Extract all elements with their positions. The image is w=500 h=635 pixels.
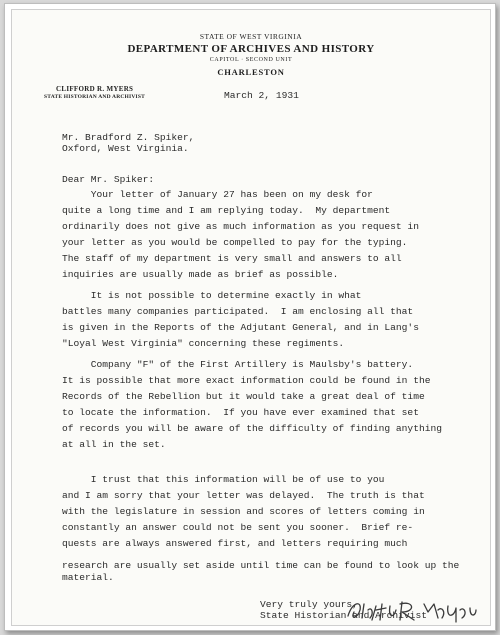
body-line: The staff of my department is very small and answers to all bbox=[62, 253, 402, 264]
body-line: ordinarily does not give as much information as you request in bbox=[62, 221, 419, 232]
body-line: I trust that this information will be of use to you bbox=[62, 474, 385, 485]
body-line: It is not possible to determine exactly in what bbox=[62, 290, 362, 301]
body-line: research are usually set aside until time can be found to look up the bbox=[62, 560, 460, 571]
sender-name: CLIFFORD R. MYERS bbox=[56, 85, 134, 93]
body-line: to locate the information. If you have ever examined that set bbox=[62, 407, 419, 418]
body-line: is given in the Reports of the Adjutant General, and in Lang's bbox=[62, 322, 419, 333]
recipient-address: Oxford, West Virginia. bbox=[62, 143, 189, 154]
salutation: Dear Mr. Spiker: bbox=[62, 174, 155, 185]
complimentary-close: Very truly yours, bbox=[260, 599, 358, 610]
body-line: quite a long time and I am replying today. My department bbox=[62, 205, 391, 216]
body-line: Company "F" of the First Artillery is Maulsby's battery. bbox=[62, 359, 414, 370]
body-line: Records of the Rebellion but it would take a great deal of time bbox=[62, 391, 425, 402]
body-line: quests are always answered first, and letters requiring much bbox=[62, 538, 408, 549]
letter-date: March 2, 1931 bbox=[224, 90, 299, 101]
document-frame bbox=[4, 3, 496, 631]
letterhead-city: CHARLESTON bbox=[217, 67, 285, 77]
letterhead-department: DEPARTMENT OF ARCHIVES AND HISTORY bbox=[127, 43, 375, 55]
letterhead-building: CAPITOL · SECOND UNIT bbox=[209, 57, 293, 63]
body-line: "Loyal West Virginia" concerning these regiments. bbox=[62, 338, 345, 349]
body-line: with the legislature in session and scores of letters coming in bbox=[62, 506, 425, 517]
handwritten-signature bbox=[342, 596, 482, 624]
body-line: Your letter of January 27 has been on my desk for bbox=[62, 189, 373, 200]
body-line: It is possible that more exact information could be found in the bbox=[62, 375, 431, 386]
body-line: your letter as you would be compelled to pay for the typing. bbox=[62, 237, 408, 248]
signer-title: State Historian and Archivist bbox=[260, 610, 427, 621]
body-line: constantly an answer could not be sent you sooner. Brief re- bbox=[62, 522, 414, 533]
body-line: battles many companies participated. I am enclosing all that bbox=[62, 306, 414, 317]
body-line: at all in the set. bbox=[62, 439, 166, 450]
body-line: and I am sorry that your letter was delayed. The truth is that bbox=[62, 490, 425, 501]
body-line: inquiries are usually made as brief as possible. bbox=[62, 269, 339, 280]
letter-page bbox=[11, 9, 491, 626]
body-line: of records you will be aware of the difficulty of finding anything bbox=[62, 423, 442, 434]
letterhead-state: STATE OF WEST VIRGINIA bbox=[199, 32, 303, 41]
body-line: material. bbox=[62, 572, 114, 583]
recipient-name: Mr. Bradford Z. Spiker, bbox=[62, 132, 195, 143]
sender-title: STATE HISTORIAN AND ARCHIVIST bbox=[44, 94, 146, 100]
